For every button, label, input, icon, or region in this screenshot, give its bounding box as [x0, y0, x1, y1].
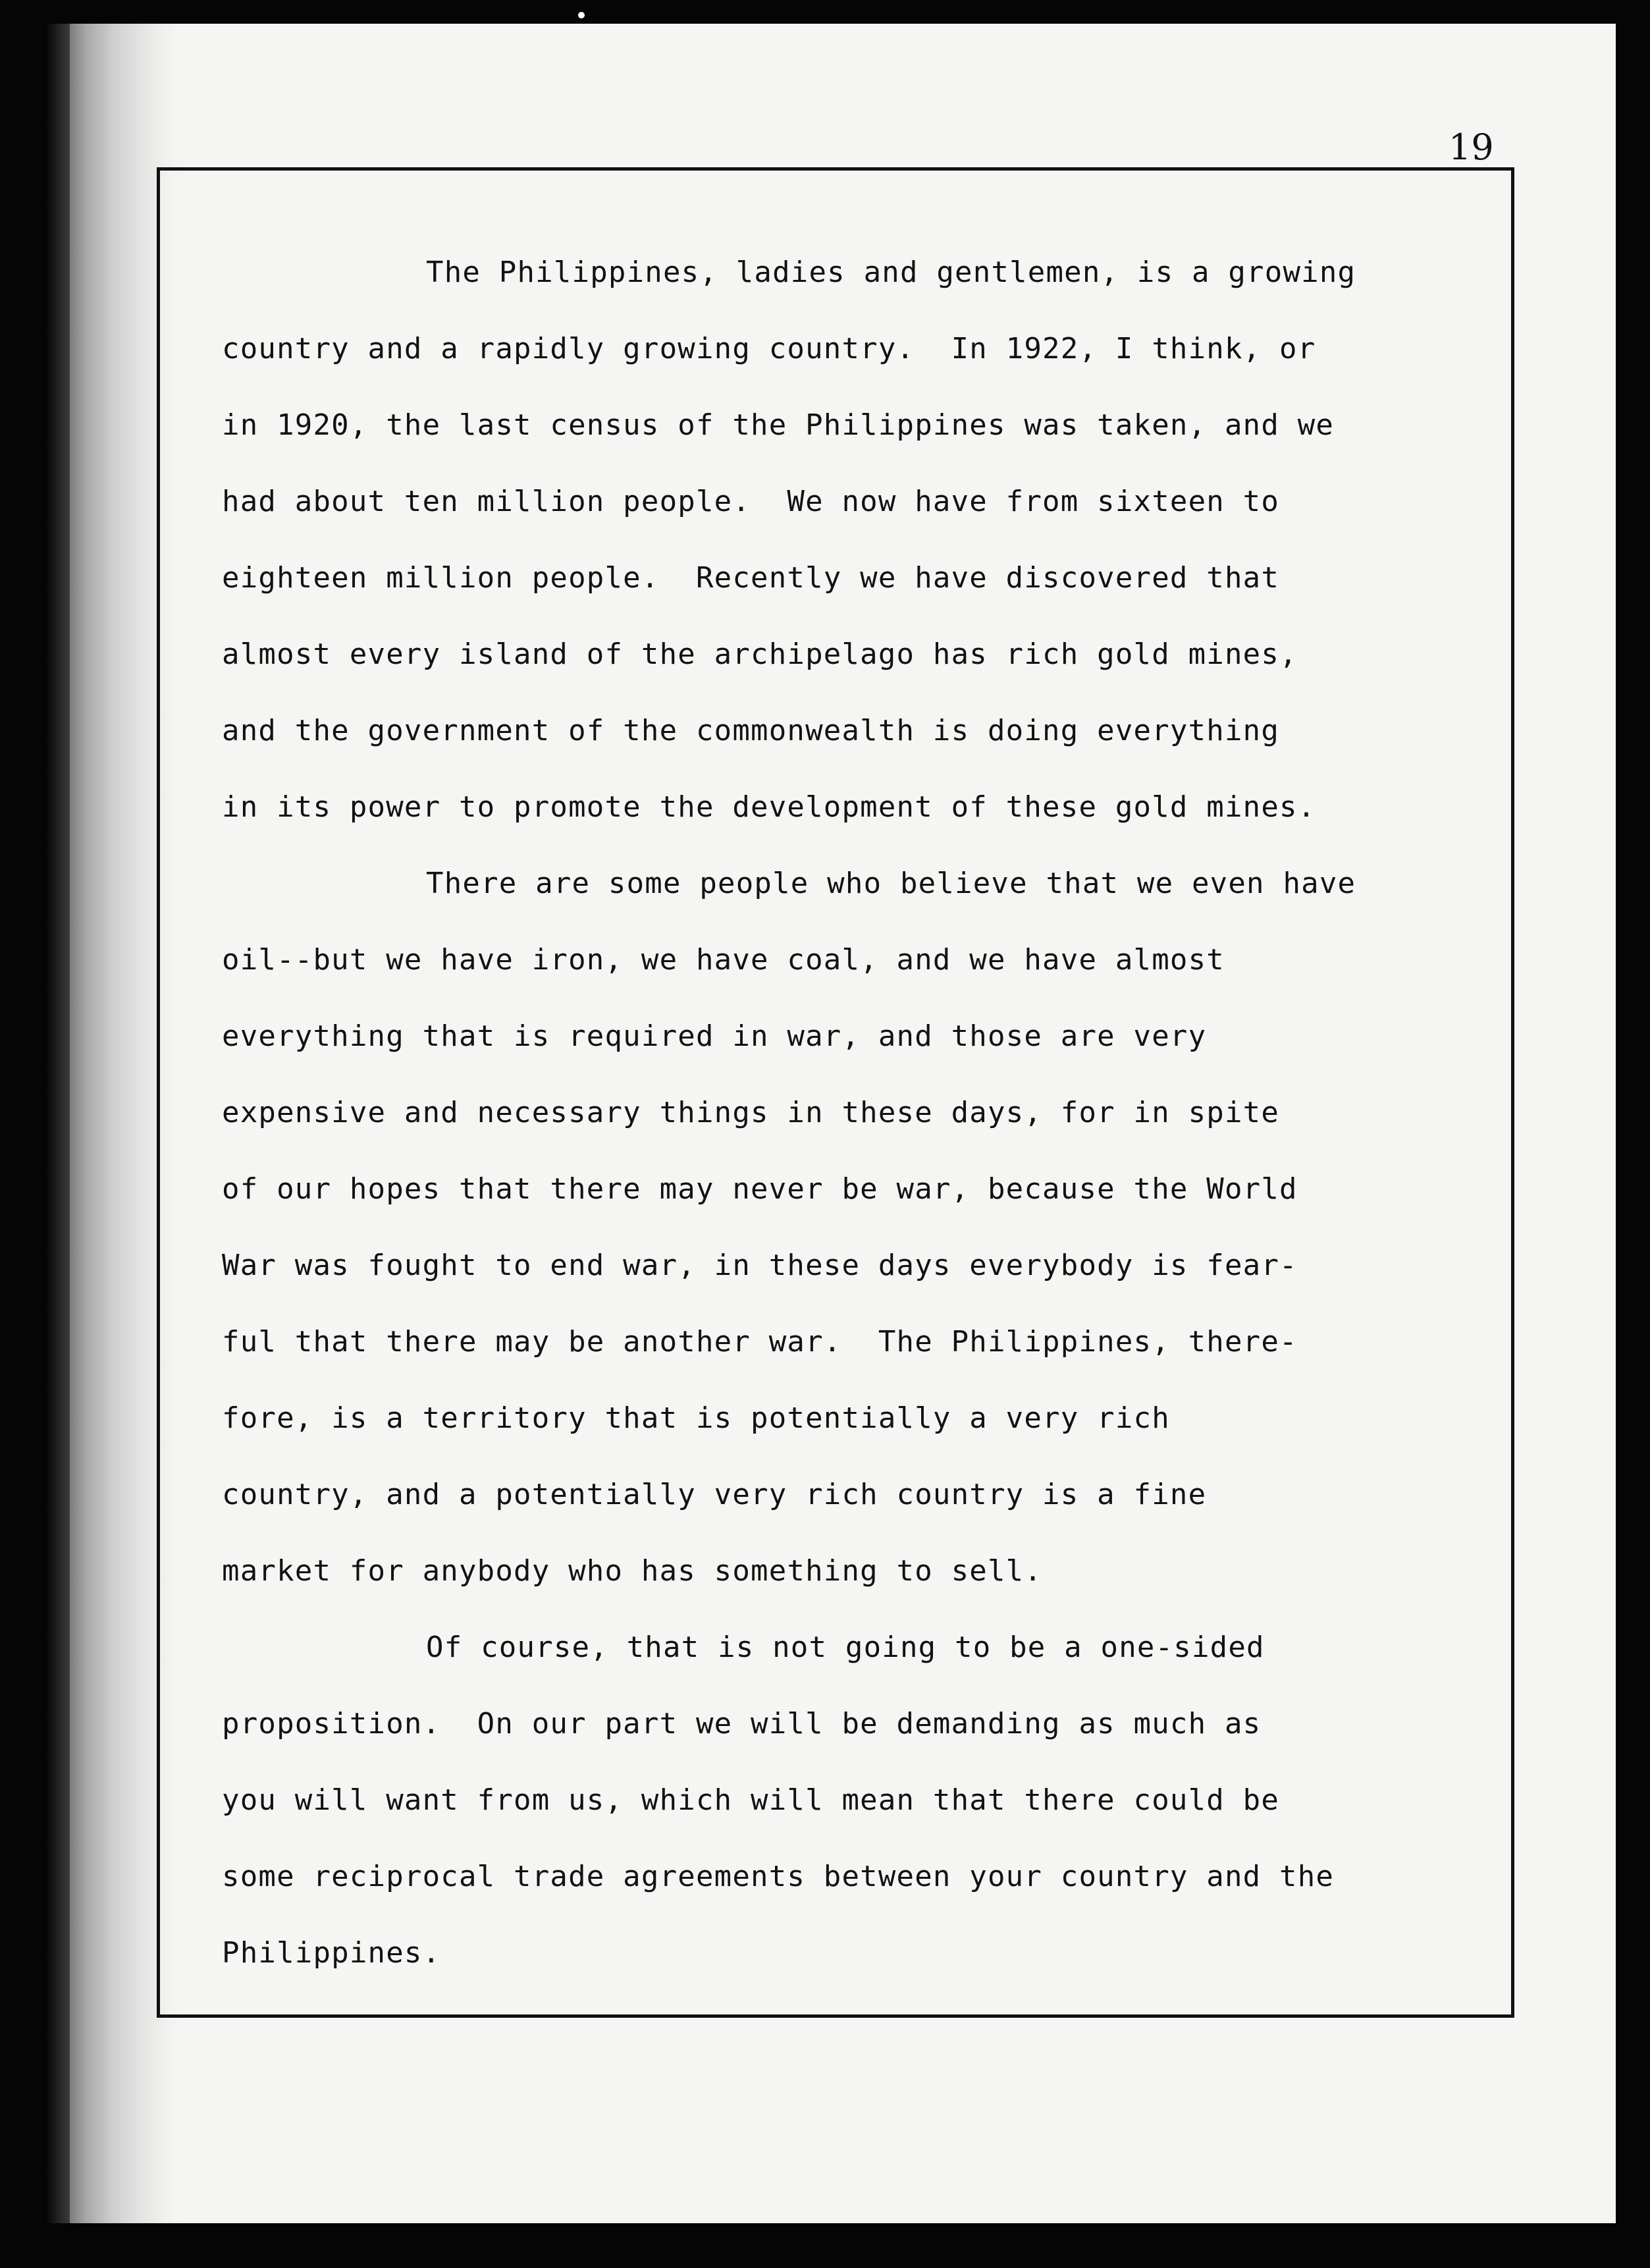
text-line: in its power to promote the development of these gold mines.	[222, 790, 1316, 824]
text-line: ful that there may be another war. The Philippines, there-	[222, 1325, 1298, 1359]
text-line: War was fought to end war, in these days everybody is fear-	[222, 1249, 1298, 1282]
text-line: oil--but we have iron, we have coal, and we have almost	[222, 943, 1225, 977]
text-line: market for anybody who has something to sell.	[222, 1554, 1043, 1588]
text-line: of our hopes that there may never be war, because the World	[222, 1172, 1298, 1206]
text-line: almost every island of the archipelago has rich gold mines,	[222, 637, 1298, 671]
text-line: Of course, that is not going to be a one-sided	[426, 1631, 1265, 1664]
text-line: fore, is a territory that is potentially a very rich	[222, 1401, 1170, 1435]
text-line: proposition. On our part we will be demanding as much as	[222, 1707, 1262, 1741]
text-line: everything that is required in war, and those are very	[222, 1019, 1207, 1053]
text-line: The Philippines, ladies and gentlemen, is a growing	[426, 256, 1356, 289]
binding-edge	[47, 24, 70, 2223]
scan-artifact-dot	[578, 12, 585, 18]
text-line: Philippines.	[222, 1936, 441, 1970]
text-line: There are some people who believe that we even have	[426, 867, 1356, 900]
text-line: eighteen million people. Recently we have discovered that	[222, 561, 1280, 595]
text-line: country and a rapidly growing country. In 1922, I think, or	[222, 332, 1316, 365]
text-line: some reciprocal trade agreements between your country and the	[222, 1860, 1335, 1893]
page-number: 19	[1449, 126, 1494, 168]
document-page	[47, 24, 1616, 2223]
text-line: you will want from us, which will mean that there could be	[222, 1783, 1280, 1817]
text-line: and the government of the commonwealth is doing everything	[222, 714, 1280, 747]
text-line: in 1920, the last census of the Philippines was taken, and we	[222, 408, 1335, 442]
text-line: country, and a potentially very rich country is a fine	[222, 1478, 1207, 1511]
text-line: had about ten million people. We now have from sixteen to	[222, 485, 1280, 518]
text-line: expensive and necessary things in these days, for in spite	[222, 1096, 1280, 1129]
